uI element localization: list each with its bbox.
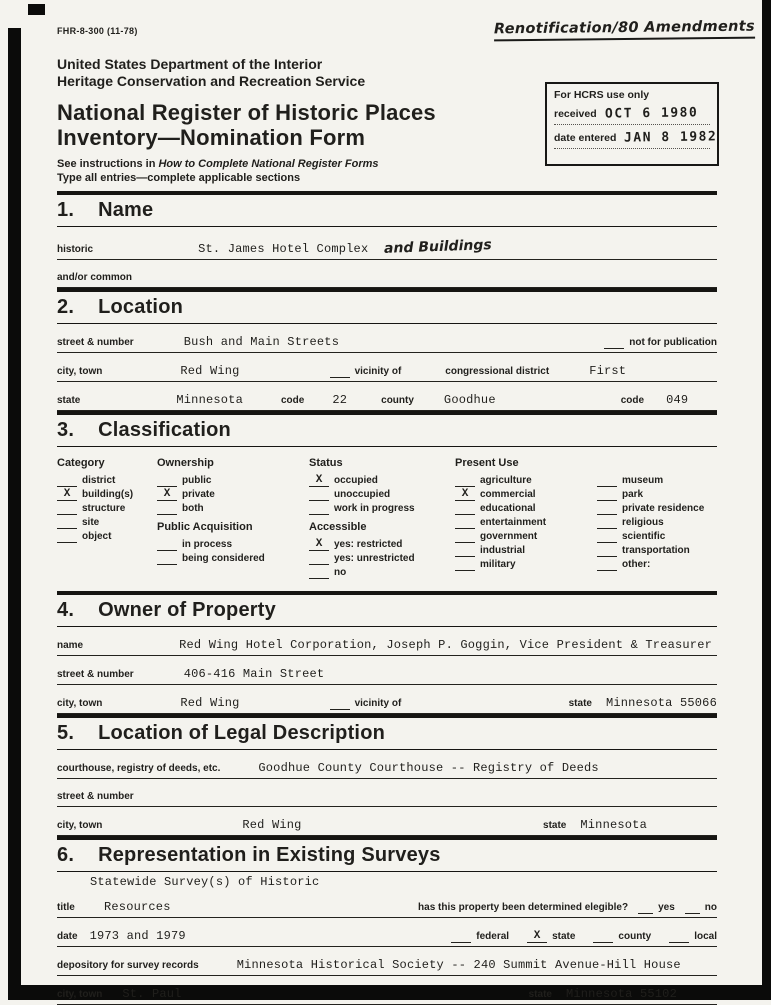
checkbox-label: no <box>334 566 347 578</box>
checkbox-label: commercial <box>480 488 536 500</box>
section-1-number: 1. <box>57 198 75 221</box>
section-1-heading <box>57 191 717 227</box>
survey-state-group <box>529 988 677 1001</box>
checkbox-yes-unrestricted <box>309 553 455 565</box>
depository-label: depository for survey records <box>57 959 199 971</box>
survey-date-label: date <box>57 930 78 942</box>
form-title-line-2: Inventory—Nomination Form <box>57 125 366 151</box>
checkbox-county <box>593 931 651 943</box>
field-row-legal-street <box>57 779 717 807</box>
section-3-number: 3. <box>57 418 75 441</box>
field-row-city <box>57 353 717 382</box>
not-for-publication-label: not for publication <box>629 336 717 348</box>
received-label: received <box>554 108 597 120</box>
field-row-depository <box>57 947 717 976</box>
street-value: Bush and Main Streets <box>183 334 340 349</box>
checkbox-in-process <box>157 539 309 551</box>
checkbox-eligible-no <box>685 902 717 914</box>
checkbox-object <box>57 531 157 543</box>
agency-line-1: United States Department of the Interior <box>57 56 323 72</box>
checkbox-line <box>157 503 177 515</box>
present-use-header: Present Use <box>455 456 519 469</box>
form-title <box>57 100 537 151</box>
survey-title-label: title <box>57 901 75 913</box>
checkbox-agriculture <box>455 475 597 487</box>
checkbox-being-considered <box>157 553 309 565</box>
checkbox-label: yes <box>658 901 675 913</box>
checkbox-public <box>157 475 309 487</box>
date-entered-stamp: JAN 8 1982 <box>624 129 718 146</box>
ownership-header: Ownership <box>157 456 214 469</box>
section-2-heading <box>57 288 717 324</box>
accessible-header: Accessible <box>309 520 367 533</box>
checkbox-industrial <box>455 545 597 557</box>
checkbox-label: yes: unrestricted <box>334 552 415 564</box>
owner-street-value: 406-416 Main Street <box>183 666 325 681</box>
checkbox-label: no <box>704 901 717 913</box>
not-for-publication-checkbox <box>604 337 717 349</box>
checkbox-label: structure <box>82 502 126 514</box>
section-2-number: 2. <box>57 295 75 318</box>
status-header: Status <box>309 456 343 469</box>
checkbox-line <box>597 503 617 515</box>
checkbox-line <box>669 931 689 943</box>
legal-state-group <box>543 819 647 832</box>
checkbox-occupied <box>309 475 455 487</box>
section-6-number: 6. <box>57 843 75 866</box>
owner-state-value: Minnesota 55066 <box>605 695 717 710</box>
survey-city-value: St. Paul <box>122 986 182 1001</box>
checkbox-government <box>455 531 597 543</box>
checkbox-line <box>330 366 350 378</box>
field-row-historic-name <box>57 227 717 260</box>
checkbox-label: park <box>622 488 644 500</box>
owner-name-value: Red Wing Hotel Corporation, Joseph P. Goggin, Vice President & Treasurer <box>179 637 713 652</box>
depository-value: Minnesota Historical Society -- 240 Summit Avenue-Hill House <box>236 957 681 972</box>
field-row-legal-city <box>57 807 717 836</box>
city-label: city, town <box>57 365 103 377</box>
checkbox-line: X <box>309 475 329 487</box>
checkbox-line: X <box>455 489 475 501</box>
section-2-title: Location <box>98 295 184 318</box>
code-label: code <box>280 394 305 406</box>
congressional-district-value: First <box>589 363 627 378</box>
checkbox-label: educational <box>480 502 536 514</box>
section-1-title: Name <box>98 198 154 221</box>
checkbox-label: in process <box>182 538 233 550</box>
congressional-district-label: congressional district <box>445 365 550 377</box>
survey-title-value-line2: Resources <box>104 899 171 914</box>
received-date-stamp: OCT 6 1980 <box>604 105 699 122</box>
historic-label: historic <box>57 243 94 255</box>
state-label: state <box>57 394 81 406</box>
checkbox-label: military <box>480 558 516 570</box>
status-column <box>309 456 455 581</box>
owner-street-label: street & number <box>57 668 134 680</box>
hcrs-box-title: For HCRS use only <box>554 89 650 101</box>
checkbox-educational <box>455 503 597 515</box>
checkbox-label: object <box>82 530 112 542</box>
checkbox-line: X <box>57 489 77 501</box>
field-row-survey-date <box>57 918 717 947</box>
checkbox-park <box>597 489 717 501</box>
checkbox-label: federal <box>476 930 510 942</box>
scan-artifact-top-left <box>28 4 45 15</box>
survey-city-label: city, town <box>57 988 103 1000</box>
checkbox-commercial <box>455 489 597 501</box>
category-column <box>57 456 157 581</box>
checkbox-site <box>57 517 157 529</box>
checkbox-label: industrial <box>480 544 526 556</box>
ownership-column <box>157 456 309 581</box>
form-content <box>57 26 717 1005</box>
county-label: county <box>381 394 414 406</box>
agency-line-2: Heritage Conservation and Recreation Service <box>57 72 366 89</box>
checkbox-line <box>597 517 617 529</box>
checkbox-line <box>597 531 617 543</box>
section-6-title: Representation in Existing Surveys <box>98 843 441 866</box>
section-5-title: Location of Legal Description <box>98 721 386 744</box>
checkbox-line <box>309 553 329 565</box>
checkbox-line <box>309 567 329 579</box>
field-row-survey-city <box>57 976 717 1005</box>
checkbox-label: yes: restricted <box>334 538 403 550</box>
scan-artifact-left-edge <box>8 28 21 1000</box>
checkbox-line <box>604 337 624 349</box>
checkbox-line <box>157 553 177 565</box>
checkbox-label: public <box>182 474 212 486</box>
field-row-owner-name <box>57 627 717 656</box>
checkbox-line <box>685 902 700 914</box>
public-acquisition-header: Public Acquisition <box>157 520 253 533</box>
vicinity-checkbox <box>330 366 402 378</box>
checkbox-line <box>455 559 475 571</box>
checkbox-eligible-yes <box>638 902 675 914</box>
checkbox-line <box>57 517 77 529</box>
checkbox-label: museum <box>622 474 664 486</box>
checkbox-label: occupied <box>334 474 378 486</box>
vicinity-label: vicinity of <box>354 697 402 709</box>
owner-vicinity-checkbox <box>330 698 402 710</box>
checkbox-line <box>157 539 177 551</box>
checkbox-label: transportation <box>622 544 690 556</box>
form-number: FHR-8-300 (11-78) <box>57 26 138 36</box>
field-row-owner-street <box>57 656 717 685</box>
checkbox-line <box>57 531 77 543</box>
field-row-common-name <box>57 260 717 288</box>
checkbox-line <box>455 545 475 557</box>
section-6-heading <box>57 836 717 872</box>
legal-state-label: state <box>543 819 567 831</box>
hcrs-use-only-box <box>545 82 719 166</box>
checkbox-label: work in progress <box>334 502 415 514</box>
eligibility-group <box>418 902 717 914</box>
checkbox-label: local <box>694 930 717 942</box>
section-3-heading <box>57 411 717 447</box>
checkbox-label: other: <box>622 558 651 570</box>
checkbox-line <box>451 931 471 943</box>
section-4-number: 4. <box>57 598 75 621</box>
legal-state-value: Minnesota <box>580 817 647 832</box>
checkbox-line <box>455 475 475 487</box>
common-name-label: and/or common <box>57 271 133 283</box>
courthouse-label: courthouse, registry of deeds, etc. <box>57 762 221 774</box>
checkbox-structure <box>57 503 157 515</box>
checkbox-religious <box>597 517 717 529</box>
scan-artifact-right-edge <box>762 0 771 1000</box>
checkbox-label: building(s) <box>82 488 134 500</box>
checkbox-line <box>455 503 475 515</box>
checkbox-line <box>455 531 475 543</box>
survey-date-value: 1973 and 1979 <box>89 928 186 943</box>
checkbox-unoccupied <box>309 489 455 501</box>
survey-state-label: state <box>528 988 552 1000</box>
checkbox-transportation <box>597 545 717 557</box>
checkbox-line <box>57 503 77 515</box>
code-value: 22 <box>332 392 348 407</box>
checkbox-label: county <box>618 930 652 942</box>
legal-street-label: street & number <box>57 790 134 802</box>
checkbox-other <box>597 559 717 571</box>
checkbox-line <box>309 503 329 515</box>
county-value: Goodhue <box>443 392 496 407</box>
survey-state-value: Minnesota 55102 <box>565 986 677 1001</box>
checkbox-both <box>157 503 309 515</box>
form-title-line-1: National Register of Historic Places <box>57 99 436 125</box>
city-value: Red Wing <box>180 363 240 378</box>
checkbox-state <box>527 931 575 943</box>
state-value: Minnesota <box>176 392 243 407</box>
checkbox-label: agriculture <box>480 474 532 486</box>
checkbox-line <box>597 489 617 501</box>
checkbox-label: government <box>480 530 538 542</box>
owner-city-value: Red Wing <box>180 695 240 710</box>
present-use-column-right <box>597 456 717 581</box>
field-row-owner-city <box>57 685 717 714</box>
survey-level-group <box>451 931 717 943</box>
checkbox-district <box>57 475 157 487</box>
section-5-number: 5. <box>57 721 75 744</box>
checkbox-label: scientific <box>622 530 666 542</box>
checkbox-local <box>669 931 717 943</box>
hcrs-received-row <box>554 106 710 125</box>
checkbox-line <box>157 475 177 487</box>
checkbox-label: private residence <box>622 502 705 514</box>
checkbox-line <box>597 475 617 487</box>
county-code-label: code <box>620 394 645 406</box>
checkbox-museum <box>597 475 717 487</box>
survey-title-value-line1: Statewide Survey(s) of Historic <box>90 874 320 889</box>
eligibility-question: has this property been determined elegible? <box>418 901 629 913</box>
checkbox-military <box>455 559 597 571</box>
checkbox-label: state <box>552 930 576 942</box>
historic-value: St. James Hotel Complex <box>198 241 369 256</box>
checkbox-private <box>157 489 309 501</box>
field-row-state <box>57 382 717 411</box>
section-4-title: Owner of Property <box>98 598 276 621</box>
handwritten-annotation: Renotification/80 Amendments <box>494 19 755 42</box>
checkbox-line <box>330 698 350 710</box>
checkbox-federal <box>451 931 509 943</box>
classification-grid <box>57 447 717 591</box>
checkbox-label: both <box>182 502 204 514</box>
instructions-book-title: How to Complete National Register Forms <box>158 157 379 170</box>
checkbox-no <box>309 567 455 579</box>
checkbox-label: district <box>82 474 116 486</box>
owner-name-label: name <box>57 639 84 651</box>
checkbox-line <box>597 545 617 557</box>
checkbox-buildings <box>57 489 157 501</box>
checkbox-line <box>638 902 653 914</box>
owner-city-label: city, town <box>57 697 103 709</box>
date-entered-label: date entered <box>554 132 617 144</box>
checkbox-label: being considered <box>182 552 265 564</box>
checkbox-private-residence <box>597 503 717 515</box>
category-header: Category <box>57 456 105 469</box>
checkbox-yes-restricted <box>309 539 455 551</box>
field-row-street <box>57 324 717 353</box>
hcrs-date-entered-row <box>554 129 718 149</box>
checkbox-line: X <box>527 931 547 943</box>
checkbox-label: private <box>182 488 215 500</box>
county-code-value: 049 <box>666 392 689 407</box>
checkbox-line <box>593 931 613 943</box>
instructions-line-2: Type all entries—complete applicable sections <box>57 171 301 184</box>
section-3-title: Classification <box>98 418 231 441</box>
owner-state-group <box>569 697 717 710</box>
checkbox-label: entertainment <box>480 516 547 528</box>
legal-city-label: city, town <box>57 819 103 831</box>
courthouse-value: Goodhue County Courthouse -- Registry of Deeds <box>258 760 599 775</box>
checkbox-label: site <box>82 516 100 528</box>
owner-state-label: state <box>568 697 592 709</box>
checkbox-label: unoccupied <box>334 488 391 500</box>
checkbox-scientific <box>597 531 717 543</box>
checkbox-line: X <box>309 539 329 551</box>
checkbox-label: religious <box>622 516 664 528</box>
checkbox-line <box>309 489 329 501</box>
section-4-heading <box>57 591 717 627</box>
street-label: street & number <box>57 336 134 348</box>
checkbox-entertainment <box>455 517 597 529</box>
checkbox-line <box>597 559 617 571</box>
historic-handwritten-value: and Buildings <box>384 236 493 257</box>
checkbox-line <box>455 517 475 529</box>
section-5-heading <box>57 714 717 750</box>
instructions-prefix: See instructions in <box>57 157 159 170</box>
checkbox-work-in-progress <box>309 503 455 515</box>
checkbox-line: X <box>157 489 177 501</box>
present-use-column-left <box>455 456 597 581</box>
legal-city-value: Red Wing <box>242 817 302 832</box>
field-row-courthouse <box>57 750 717 779</box>
field-row-survey-title <box>57 872 717 918</box>
checkbox-line <box>57 475 77 487</box>
vicinity-label: vicinity of <box>354 365 402 377</box>
